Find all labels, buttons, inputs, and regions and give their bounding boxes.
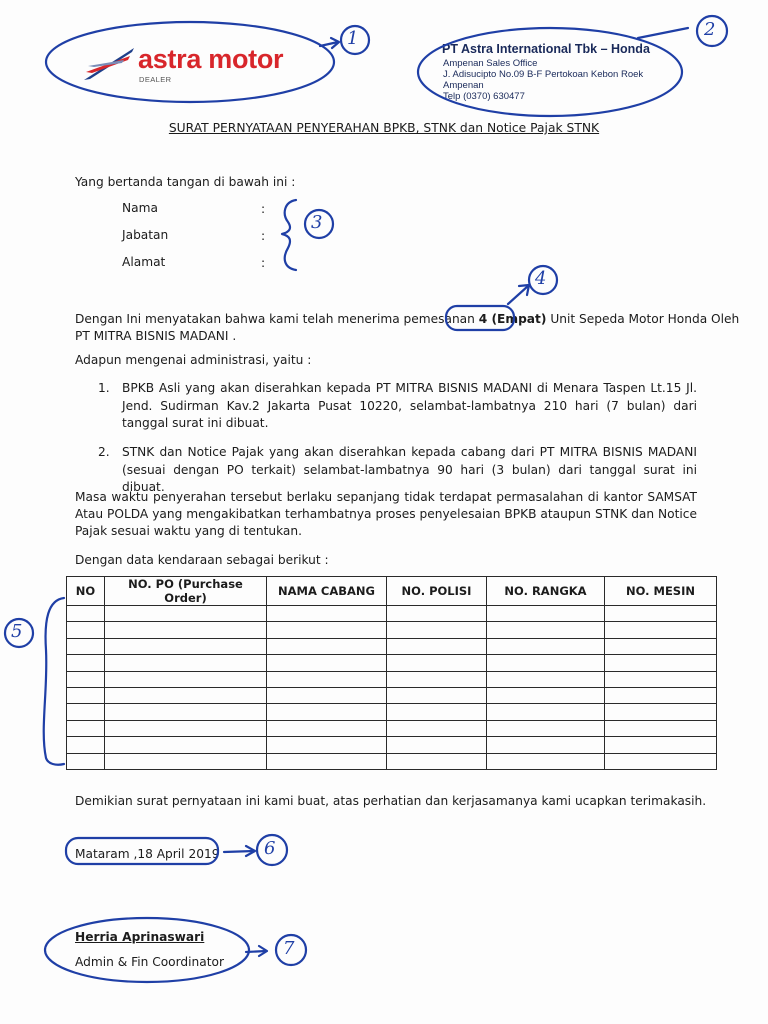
table-cell: [387, 638, 487, 654]
table-cell: [267, 704, 387, 720]
statement-after: Unit Sepeda Motor Honda Oleh: [550, 312, 740, 326]
annotation-number: 1: [347, 28, 359, 49]
signatory-name: Herria Aprinaswari: [75, 930, 205, 944]
company-address-line: Ampenan Sales Office: [443, 58, 538, 69]
table-cell: [67, 638, 105, 654]
field-label-jabatan: Jabatan: [122, 228, 169, 242]
statement-before: Dengan Ini menyatakan bahwa kami telah menerima pemesanan: [75, 312, 475, 326]
table-cell: [267, 606, 387, 622]
col-header-rangka: NO. RANGKA: [487, 577, 605, 606]
validity-paragraph: Masa waktu penyerahan tersebut berlaku sepanjang tidak terdapat permasalahan di kantor SAMSAT Atau POLDA yang mengakibatkan terhambatnya proses penyelesaian BPKB ataupun STNK dan Notice Pajak sesuai waktu yang di tentukan.: [75, 490, 697, 538]
admin-intro: Adapun mengenai administrasi, yaitu :: [75, 353, 312, 367]
table-cell: [487, 687, 605, 703]
table-cell: [605, 737, 717, 753]
annotation-number: 6: [264, 838, 276, 859]
table-header-row: [67, 577, 717, 606]
table-cell: [105, 638, 267, 654]
table-row: [67, 720, 717, 736]
table-cell: [67, 655, 105, 671]
vehicle-table: [66, 576, 717, 770]
table-cell: [105, 753, 267, 769]
table-cell: [267, 655, 387, 671]
table-cell: [105, 606, 267, 622]
annotation-number: 3: [311, 212, 323, 233]
annotation-brace: [282, 200, 296, 270]
table-cell: [105, 687, 267, 703]
table-row: [67, 753, 717, 769]
company-address-line: J. Adisucipto No.09 B-F Pertokoan Kebon Roek: [443, 69, 644, 80]
table-cell: [605, 606, 717, 622]
intro-text: Yang bertanda tangan di bawah ini :: [75, 175, 296, 189]
annotation-arrow: [320, 42, 338, 46]
table-cell: [605, 622, 717, 638]
table-cell: [387, 753, 487, 769]
table-cell: [105, 655, 267, 671]
table-cell: [387, 704, 487, 720]
table-cell: [105, 671, 267, 687]
company-name: PT Astra International Tbk – Honda: [442, 42, 650, 56]
table-intro: Dengan data kendaraan sebagai berikut :: [75, 553, 329, 567]
list-item: BPKB Asli yang akan diserahkan kepada PT MITRA BISNIS MADANI di Menara Taspen Lt.15 Jl. Jend. Sudirman Kav.2 Jakarta Pusat 10220, selambat-lambatnya 210 hari (7 bulan) dari tanggal surat ini dibuat.: [122, 381, 697, 430]
table-row: [67, 671, 717, 687]
table-cell: [67, 606, 105, 622]
annotation-arrow: [638, 28, 688, 38]
table-cell: [105, 622, 267, 638]
table-row: [67, 638, 717, 654]
company-address-line: Ampenan: [443, 80, 484, 91]
company-phone: Telp (0370) 630477: [443, 91, 525, 102]
field-label-nama: Nama: [122, 201, 158, 215]
closing-text: Demikian surat pernyataan ini kami buat, atas perhatian dan kerjasamanya kami ucapkan terimakasih.: [75, 794, 707, 808]
table-cell: [487, 655, 605, 671]
table-cell: [605, 704, 717, 720]
table-cell: [267, 720, 387, 736]
table-cell: [487, 622, 605, 638]
place-date: Mataram ,18 April 2019: [75, 847, 220, 861]
annotation-arrow: [246, 951, 266, 952]
table-cell: [387, 606, 487, 622]
field-colon: :: [261, 202, 266, 216]
table-cell: [267, 737, 387, 753]
table-cell: [267, 687, 387, 703]
table-row: [67, 622, 717, 638]
table-cell: [105, 737, 267, 753]
list-item: STNK dan Notice Pajak yang akan diserahkan kepada cabang dari PT MITRA BISNIS MADANI (sesuai dengan PO terkait) selambat-lambatnya 90 hari (3 bulan) dari tanggal surat ini dibuat.: [122, 445, 697, 494]
field-colon: :: [261, 256, 266, 270]
annotation-arrow: [508, 286, 528, 304]
table-cell: [67, 737, 105, 753]
table-cell: [605, 753, 717, 769]
col-header-polisi: NO. POLISI: [387, 577, 487, 606]
col-header-cabang: NAMA CABANG: [267, 577, 387, 606]
document-title: SURAT PERNYATAAN PENYERAHAN BPKB, STNK dan Notice Pajak STNK: [168, 121, 600, 135]
annotation-bracket: [44, 598, 64, 765]
annotation-number: 2: [704, 19, 716, 40]
table-cell: [267, 622, 387, 638]
table-cell: [487, 737, 605, 753]
annotation-number: 4: [535, 268, 547, 289]
table-cell: [487, 606, 605, 622]
statement-line: [75, 310, 739, 328]
table-cell: [487, 638, 605, 654]
table-cell: [387, 622, 487, 638]
table-cell: [267, 638, 387, 654]
annotation-number: 7: [283, 938, 295, 959]
table-cell: [267, 753, 387, 769]
table-cell: [387, 720, 487, 736]
table-cell: [67, 704, 105, 720]
table-cell: [387, 655, 487, 671]
col-header-po: NO. PO (Purchase Order): [105, 577, 267, 606]
table-cell: [67, 720, 105, 736]
table-cell: [105, 720, 267, 736]
col-header-mesin: NO. MESIN: [605, 577, 717, 606]
table-cell: [487, 720, 605, 736]
table-cell: [487, 753, 605, 769]
table-row: [67, 687, 717, 703]
table-cell: [487, 671, 605, 687]
table-row: [67, 655, 717, 671]
table-cell: [387, 671, 487, 687]
annotation-number: 5: [11, 621, 23, 642]
table-cell: [487, 704, 605, 720]
table-cell: [605, 655, 717, 671]
col-header-no: NO: [67, 577, 105, 606]
table-row: [67, 737, 717, 753]
list-number: 2.: [98, 445, 110, 459]
annotation-arrow: [224, 851, 254, 852]
annotation-arrowhead: [331, 38, 339, 48]
signatory-position: Admin & Fin Coordinator: [75, 955, 224, 969]
field-label-alamat: Alamat: [122, 255, 166, 269]
table-cell: [387, 737, 487, 753]
logo-text: astra motor: [138, 44, 284, 74]
table-cell: [67, 753, 105, 769]
table-cell: [67, 622, 105, 638]
table-cell: [605, 687, 717, 703]
table-cell: [267, 671, 387, 687]
annotation-arrowhead: [259, 946, 267, 956]
annotation-arrowhead: [246, 846, 255, 856]
table-cell: [605, 720, 717, 736]
table-cell: [67, 671, 105, 687]
table-row: [67, 606, 717, 622]
table-row: [67, 704, 717, 720]
table-cell: [605, 671, 717, 687]
astra-logo-icon: [82, 46, 136, 82]
annotation-arrowhead: [519, 285, 529, 295]
table-cell: [67, 687, 105, 703]
table-cell: [105, 704, 267, 720]
logo-subtitle: DEALER: [139, 75, 172, 84]
table-cell: [605, 638, 717, 654]
field-colon: :: [261, 229, 266, 243]
list-number: 1.: [98, 381, 110, 395]
statement-company: PT MITRA BISNIS MADANI .: [75, 329, 237, 343]
statement-quantity: 4 (Empat): [478, 312, 547, 326]
table-cell: [387, 687, 487, 703]
